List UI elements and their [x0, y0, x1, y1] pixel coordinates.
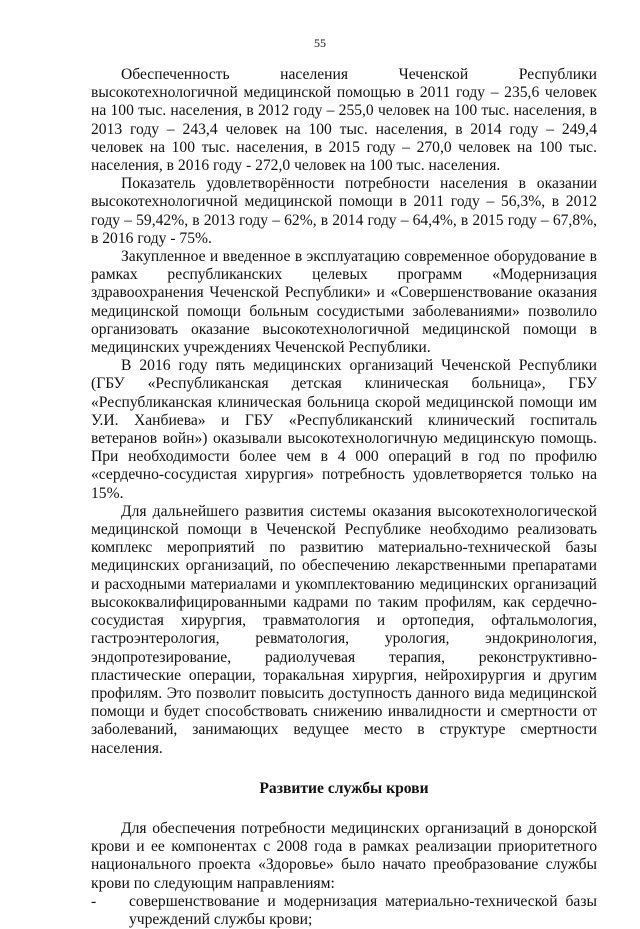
paragraph-equipment: Закупленное и введенное в эксплуатацию современное оборудование в рамках республиканских целевых программ «Модернизация здравоохранения Чеченской Республики» и «Совершенствование оказания медицинской помощи больным сосудистыми заболеваниями» позволило организовать оказание высокотехнологичной медицинской помощи в медицинских учреждениях Чеченской Республики. [91, 248, 597, 357]
list-item [91, 893, 597, 929]
paragraph-satisfaction-rate: Показатель удовлетворённости потребности населения в оказании высокотехнологичной медицинской помощи в 2011 году – 56,3%, в 2012 году – 59,42%, в 2013 году – 62%, в 2014 году – 64,4%, в 2015 году – 67,8%, в 2016 году - 75%. [91, 175, 597, 247]
list-item-text: совершенствование и модернизация материально-технической базы учреждений службы крови; [129, 892, 597, 928]
paragraph-development: Для дальнейшего развития системы оказания высокотехнологической медицинской помощи в Чеченской Республике необходимо реализовать комплекс мероприятий по развитию материально-технической базы медицинских организаций, по обеспечению лекарственными препаратами и расходными материалами и укомплектованию медицинских организаций высококвалифицированными кадрами по таким профилям, как сердечно-сосудистая хирургия, травматология и ортопедия, офтальмология, гастроэнтерология, ревматология, урология, эндокринология, эндопротезирование, радиолучевая терапия, реконструктивно-пластические операции, торакальная хирургия, нейрохирургия и другим профилям. Это позволит повысить доступность данного вида медицинской помощи и будет способствовать снижению инвалидности и смертности от заболеваний, занимающих ведущее место в структуре смертности населения. [91, 502, 597, 757]
document-body [91, 66, 597, 929]
page-number: 55 [314, 36, 326, 50]
paragraph-hitech-availability: Обеспеченность населения Чеченской Республики высокотехнологичной медицинской помощью в 2011 году – 235,6 человек на 100 тыс. населения, в 2012 году – 255,0 человек на 100 тыс. населения, в 2013 году – 243,4 человек на 100 тыс. населения, в 2014 году – 249,4 человек на 100 тыс. населения, в 2015 году – 270,0 человек на 100 тыс. населения, в 2016 году - 272,0 человек на 100 тыс. населения. [91, 66, 597, 175]
paragraph-medical-organizations: В 2016 году пять медицинских организаций Чеченской Республики (ГБУ «Республиканская детская клиническая больница», ГБУ «Республиканская клиническая больница скорой медицинской помощи им У.И. Ханбиева» и ГБУ «Республиканский клинический госпиталь ветеранов войн») оказывали высокотехнологичную медицинскую помощь. При необходимости более чем в 4 000 операций в год по профилю «сердечно-сосудистая хирургия» потребность удовлетворяется только на 15%. [91, 357, 597, 502]
list-item-marker: - [91, 892, 97, 910]
section-heading: Развитие службы крови [259, 779, 429, 797]
paragraph-blood-service: Для обеспечения потребности медицинских организаций в донорской крови и ее компонентах с 2008 года в рамках реализации приоритетного национального проекта «Здоровье» было начато преобразование службы крови по следующим направлениям: [91, 819, 597, 892]
